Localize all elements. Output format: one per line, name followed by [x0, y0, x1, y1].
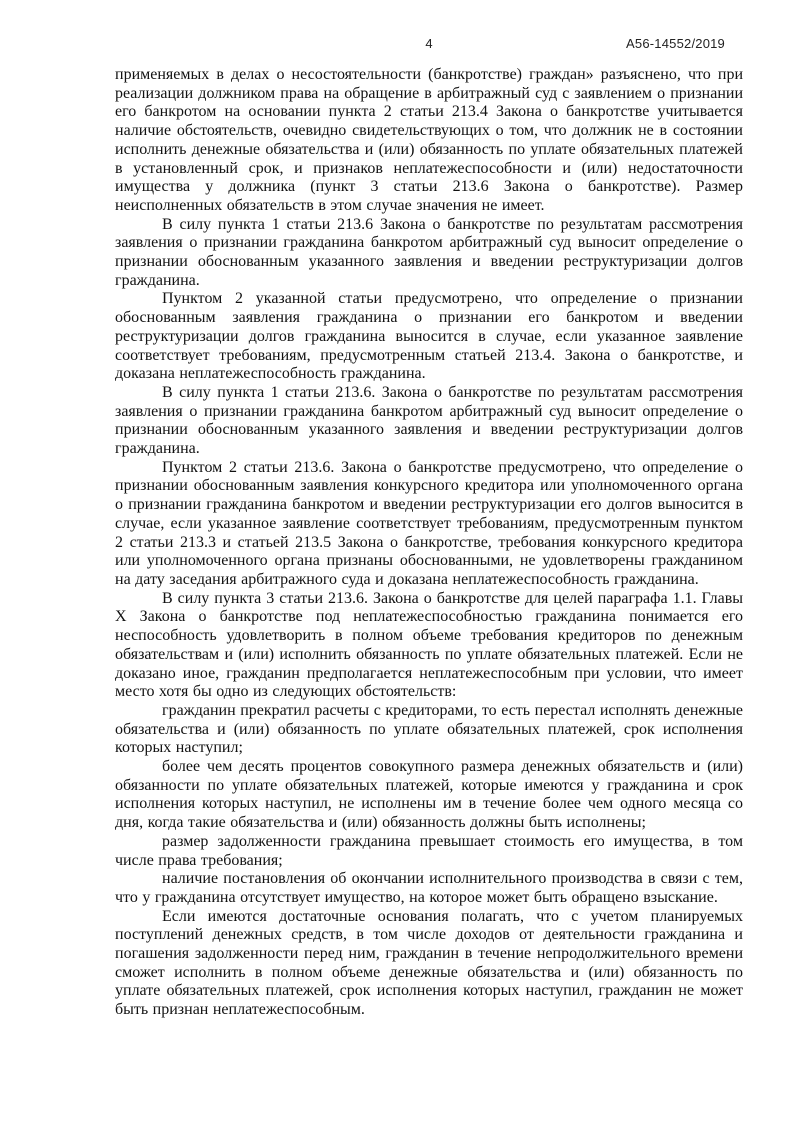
- paragraph: наличие постановления об окончании исполнительного производства в связи с тем, что у гражданина отсутствует имущество, на которое может быть обращено взыскание.: [115, 870, 743, 906]
- case-number: А56-14552/2019: [626, 36, 725, 51]
- page-number: 4: [425, 36, 433, 51]
- document-body: [115, 66, 743, 1020]
- paragraph: В силу пункта 1 статьи 213.6 Закона о банкротстве по результатам рассмотрения заявления о признании гражданина банкротом арбитражный суд выносит определение о признании обоснованным указанного заявления и введении реструктуризации долгов гражданина.: [115, 215, 743, 289]
- paragraph: В силу пункта 3 статьи 213.6. Закона о банкротстве для целей параграфа 1.1. Главы X Закона о банкротстве под неплатежеспособностью гражданина понимается его неспособность удовлетворить в полном объеме требования кредиторов по денежным обязательствам и (или) исполнить обязанность по уплате обязательных платежей. Если не доказано иное, гражданин предполагается неплатежеспособным при условии, что имеет место хотя бы одно из следующих обстоятельств:: [115, 589, 743, 701]
- paragraph: Пунктом 2 указанной статьи предусмотрено, что определение о признании обоснованным заявления гражданина о признании его банкротом и введении реструктуризации долгов гражданина выносится в случае, если указанное заявление соответствует требованиям, предусмотренным статьей 213.4. Закона о банкротстве, и доказана неплатежеспособность гражданина.: [115, 290, 743, 383]
- paragraph: Если имеются достаточные основания полагать, что с учетом планируемых поступлений денежных средств, в том числе доходов от деятельности гражданина и погашения задолженности перед ним, гражданин в течение непродолжительного времени сможет исполнить в полном объеме денежные обязательства и (или) обязанность по уплате обязательных платежей, срок исполнения которых наступил, гражданин не может быть признан неплатежеспособным.: [115, 907, 743, 1019]
- paragraph: В силу пункта 1 статьи 213.6. Закона о банкротстве по результатам рассмотрения заявления о признании гражданина банкротом арбитражный суд выносит определение о признании обоснованным указанного заявления и введении реструктуризации долгов гражданина.: [115, 383, 743, 458]
- paragraph: размер задолженности гражданина превышает стоимость его имущества, в том числе права требования;: [115, 832, 743, 869]
- paragraph: применяемых в делах о несостоятельности (банкротстве) граждан» разъяснено, что при реализации должником права на обращение в арбитражный суд с заявлением о признании его банкротом на основании пункта 2 статьи 213.4 Закона о банкротстве учитывается наличие обстоятельств, очевидно свидетельствующих о том, что должник не в состоянии исполнить денежные обязательства и (или) обязанность по уплате обязательных платежей в установленный срок, и признаков неплатежеспособности и (или) недостаточности имущества у должника (пункт 3 статьи 213.6 Закона о банкротстве). Размер неисполненных обязательств в этом случае значения не имеет.: [115, 66, 743, 214]
- paragraph: Пунктом 2 статьи 213.6. Закона о банкротстве предусмотрено, что определение о признании обоснованным заявления конкурсного кредитора или уполномоченного органа о признании гражданина банкротом и введении реструктуризации его долгов выносится в случае, если указанное заявление соответствует требованиям, предусмотренным пунктом 2 статьи 213.3 и статьей 213.5 Закона о банкротстве, требования конкурсного кредитора или уполномоченного органа признаны обоснованными, не удовлетворены гражданином на дату заседания арбитражного суда и доказана неплатежеспособность гражданина.: [115, 458, 743, 588]
- paragraph: более чем десять процентов совокупного размера денежных обязательств и (или) обязанности по уплате обязательных платежей, которые имеются у гражданина и срок исполнения которых наступил, не исполнены им в течение более чем одного месяца со дня, когда такие обязательства и (или) обязанность должны быть исполнены;: [115, 758, 743, 832]
- paragraph: гражданин прекратил расчеты с кредиторами, то есть перестал исполнять денежные обязательства и (или) обязанность по уплате обязательных платежей, срок исполнения которых наступил;: [115, 701, 743, 757]
- page-header: [115, 36, 743, 52]
